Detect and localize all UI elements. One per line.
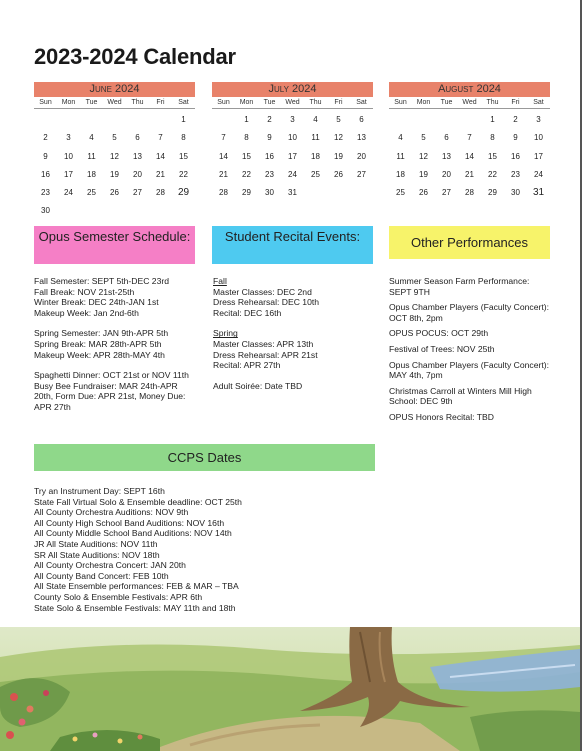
calendar-day: 5 — [421, 133, 426, 143]
calendar-day: 18 — [87, 169, 96, 179]
weekday-label: Mon — [416, 99, 431, 106]
calendar-day: 20 — [133, 169, 142, 179]
calendar-day: 1 — [181, 115, 186, 124]
calendar-day: 26 — [110, 188, 119, 198]
calendar-day: 29 — [242, 188, 251, 198]
empty-day — [57, 111, 80, 129]
empty-day — [149, 111, 172, 129]
calendar-day: 27 — [442, 188, 451, 198]
calendar-day: 31 — [288, 188, 297, 198]
list-item: Spaghetti Dinner: OCT 21st or NOV 11th — [34, 370, 189, 381]
calendar-day: 30 — [41, 206, 50, 216]
weekday-label: Mon — [239, 99, 254, 106]
calendar-day: 13 — [357, 133, 366, 143]
weekday-label: Tue — [440, 99, 453, 106]
calendar-day: 16 — [265, 151, 274, 161]
month-header: July 2024 — [212, 82, 373, 97]
list-item: Makeup Week: Jan 2nd-6th — [34, 307, 139, 318]
empty-day — [126, 111, 149, 129]
calendar-day: 26 — [419, 188, 428, 198]
list-item: Fall Break: NOV 21st-25th — [34, 286, 135, 297]
page-title: 2023-2024 Calendar — [34, 44, 236, 69]
weekday-label: Fri — [156, 99, 165, 106]
calendar-day: 6 — [135, 133, 140, 143]
calendar-day: 10 — [288, 133, 297, 143]
calendar-day: 2 — [43, 133, 48, 143]
calendar-day: 7 — [467, 133, 472, 143]
list-item: Christmas Carroll at Winters Mill High School: DEC 9th — [389, 385, 532, 407]
calendar-day: 28 — [156, 188, 165, 198]
day-grid — [34, 111, 195, 221]
month-june — [34, 82, 195, 221]
weekday-label: Sat — [533, 99, 544, 106]
calendar-day: 17 — [534, 151, 543, 161]
list-item: Adult Soirée: Date TBD — [213, 380, 303, 391]
list-item: County Solo & Ensemble Festivals: APR 6th — [34, 591, 203, 602]
calendar-day: 26 — [334, 169, 343, 179]
list-item: Makeup Week: APR 28th-MAY 4th — [34, 349, 165, 360]
empty-day — [389, 111, 412, 129]
weekday-label: Fri — [511, 99, 520, 106]
list-item: All State Ensemble performances: FEB & MAR – TBA — [34, 581, 239, 592]
calendar-day: 16 — [511, 151, 520, 161]
calendar-day: 11 — [311, 133, 320, 143]
calendar-day: 27 — [133, 188, 142, 198]
calendar-day: 4 — [398, 133, 403, 143]
calendar-day: 14 — [465, 151, 474, 161]
list-item: OPUS POCUS: OCT 29th — [389, 328, 489, 339]
calendar-day: 16 — [41, 169, 50, 179]
list-item: Master Classes: DEC 2nd — [213, 286, 312, 297]
calendar-day: 9 — [43, 151, 48, 161]
weekday-label: Thu — [131, 99, 144, 106]
weekday-label: Thu — [486, 99, 499, 106]
month-august — [389, 82, 550, 202]
calendar-day: 23 — [41, 188, 50, 198]
calendar-day: 19 — [334, 151, 343, 161]
weekday-label: Wed — [462, 99, 477, 106]
calendar-day: 21 — [156, 169, 165, 179]
list-item: Fall Semester: SEPT 5th-DEC 23rd — [34, 276, 170, 286]
empty-day — [103, 111, 126, 129]
calendar-day: 3 — [290, 115, 295, 124]
empty-day — [412, 111, 435, 129]
calendar-day: 22 — [242, 169, 251, 179]
calendar-day: 14 — [219, 151, 228, 161]
calendar-day: 28 — [219, 188, 228, 198]
calendar-day: 15 — [488, 151, 497, 161]
calendar-day: 10 — [534, 133, 543, 143]
calendar-day: 15 — [179, 151, 188, 161]
list-item: All County Orchestra Auditions: NOV 9th — [34, 507, 189, 518]
calendar-day: 30 — [265, 188, 274, 198]
list-item: All County Middle School Band Auditions: NOV 14th — [34, 528, 232, 539]
calendar-day: 24 — [64, 188, 73, 198]
watercolor-garden-illustration — [0, 627, 580, 751]
month-july — [212, 82, 373, 202]
calendar-day: 21 — [219, 169, 228, 179]
list-item: Master Classes: APR 13th — [213, 338, 314, 349]
calendar-day: 2 — [267, 115, 272, 124]
day-grid — [212, 111, 373, 202]
list-item: Dress Rehearsal: DEC 10th — [213, 297, 320, 308]
spring-label: Spring — [213, 328, 238, 339]
calendar-day: 4 — [89, 133, 94, 143]
weekday-label: Sun — [39, 99, 52, 106]
calendar-day: 31 — [532, 187, 545, 199]
weekday-label: Sun — [394, 99, 407, 106]
list-item: All County High School Band Auditions: NOV 16th — [34, 517, 225, 528]
empty-day — [80, 111, 103, 129]
calendar-day: 12 — [419, 151, 428, 161]
calendar-day: 23 — [265, 169, 274, 179]
calendar-day: 17 — [288, 151, 297, 161]
list-item: All County Band Concert: FEB 10th — [34, 570, 169, 581]
calendar-day: 13 — [133, 151, 142, 161]
ccps-dates-list — [34, 486, 374, 613]
other-performances-header: Other Performances — [389, 226, 550, 259]
list-item: Winter Break: DEC 24th-JAN 1st — [34, 297, 159, 308]
empty-day — [34, 111, 57, 129]
calendar-day: 18 — [396, 169, 405, 179]
calendar-day: 11 — [87, 151, 96, 161]
calendar-day: 23 — [511, 169, 520, 179]
list-item: State Fall Virtual Solo & Ensemble deadline: OCT 25th — [34, 496, 242, 507]
calendar-day: 1 — [244, 115, 249, 124]
calendar-day: 22 — [179, 169, 188, 179]
weekday-label: Wed — [107, 99, 122, 106]
empty-day — [435, 111, 458, 129]
calendar-day: 27 — [357, 169, 366, 179]
calendar-day: 9 — [513, 133, 518, 143]
list-item: Opus Chamber Players (Faculty Concert): OCT 8th, 2pm — [389, 302, 549, 323]
calendar-day: 30 — [511, 188, 520, 198]
page-edge — [580, 0, 582, 751]
weekday-label: Tue — [85, 99, 98, 106]
student-recital-header: Student Recital Events: — [212, 226, 373, 264]
calendar-day: 21 — [465, 169, 474, 179]
calendar-day: 7 — [158, 133, 163, 143]
calendar-day: 15 — [242, 151, 251, 161]
list-item: State Solo & Ensemble Festivals: MAY 11th and 18th — [34, 602, 236, 613]
list-item: Recital: APR 27th — [213, 360, 281, 371]
empty-day — [458, 111, 481, 129]
calendar-day: 28 — [465, 188, 474, 198]
calendar-day: 8 — [244, 133, 249, 143]
fall-label: Fall — [213, 276, 227, 286]
list-item: Recital: DEC 16th — [213, 307, 282, 318]
calendar-day: 13 — [442, 151, 451, 161]
weekday-label: Sun — [217, 99, 230, 106]
weekday-label: Sat — [178, 99, 189, 106]
calendar-day: 29 — [177, 187, 190, 199]
list-item: Dress Rehearsal: APR 21st — [213, 349, 318, 360]
weekday-label: Sat — [356, 99, 367, 106]
calendar-day: 7 — [221, 133, 226, 143]
calendar-day: 1 — [490, 115, 495, 124]
list-item: JR All State Auditions: NOV 11th — [34, 538, 158, 549]
calendar-day: 17 — [64, 169, 73, 179]
weekday-label: Tue — [263, 99, 276, 106]
weekday-label: Thu — [309, 99, 322, 106]
weekday-row — [389, 97, 550, 109]
opus-schedule-header: Opus Semester Schedule: — [34, 226, 195, 264]
calendar-day: 24 — [288, 169, 297, 179]
calendar-day: 14 — [156, 151, 165, 161]
calendar-day: 2 — [513, 115, 518, 124]
calendar-day: 11 — [396, 151, 405, 161]
calendar-day: 20 — [357, 151, 366, 161]
calendar-day: 12 — [110, 151, 119, 161]
list-item: Spring Break: MAR 28th-APR 5th — [34, 338, 162, 349]
list-item: OPUS Honors Recital: TBD — [389, 411, 494, 422]
calendar-day: 5 — [112, 133, 117, 143]
calendar-day: 4 — [313, 115, 318, 124]
month-header: June 2024 — [34, 82, 195, 97]
calendar-day: 6 — [359, 115, 364, 124]
weekday-label: Wed — [285, 99, 300, 106]
list-item: SR All State Auditions: NOV 18th — [34, 549, 160, 560]
ccps-dates-header: CCPS Dates — [34, 444, 375, 471]
list-item: Festival of Trees: NOV 25th — [389, 343, 495, 354]
calendar-day: 19 — [110, 169, 119, 179]
calendar-day: 18 — [311, 151, 320, 161]
calendar-day: 25 — [311, 169, 320, 179]
calendar-day: 12 — [334, 133, 343, 143]
list-item: Busy Bee Fundraiser: MAR 24th-APR 20th, Form Due: APR 21st, Money Due: APR 27th — [34, 380, 186, 412]
calendar-day: 29 — [488, 188, 497, 198]
calendar-day: 8 — [181, 133, 186, 143]
empty-day — [212, 111, 235, 129]
other-performances-list — [389, 276, 554, 423]
calendar-day: 3 — [66, 133, 71, 143]
calendar-day: 5 — [336, 115, 341, 124]
list-item: All County Orchestra Concert: JAN 20th — [34, 560, 186, 571]
calendar-day: 22 — [488, 169, 497, 179]
weekday-label: Fri — [334, 99, 343, 106]
calendar-day: 10 — [64, 151, 73, 161]
calendar-day: 3 — [536, 115, 541, 124]
list-item: Try an Instrument Day: SEPT 16th — [34, 486, 165, 496]
calendar-day: 20 — [442, 169, 451, 179]
calendar-day: 24 — [534, 169, 543, 179]
calendar-day: 6 — [444, 133, 449, 143]
opus-schedule-list — [34, 276, 199, 413]
calendar-day: 19 — [419, 169, 428, 179]
student-recital-list — [213, 276, 373, 391]
calendar-day: 25 — [87, 188, 96, 198]
day-grid — [389, 111, 550, 202]
calendar-day: 9 — [267, 133, 272, 143]
list-item: Opus Chamber Players (Faculty Concert): MAY 4th, 7pm — [389, 359, 549, 381]
weekday-label: Mon — [61, 99, 76, 106]
month-header: August 2024 — [389, 82, 550, 97]
calendar-day: 8 — [490, 133, 495, 143]
calendar-day: 25 — [396, 188, 405, 198]
list-item: Spring Semester: JAN 9th-APR 5th — [34, 328, 169, 339]
list-item: Summer Season Farm Performance: SEPT 9TH — [389, 276, 530, 297]
weekday-row — [34, 97, 195, 109]
weekday-row — [212, 97, 373, 109]
